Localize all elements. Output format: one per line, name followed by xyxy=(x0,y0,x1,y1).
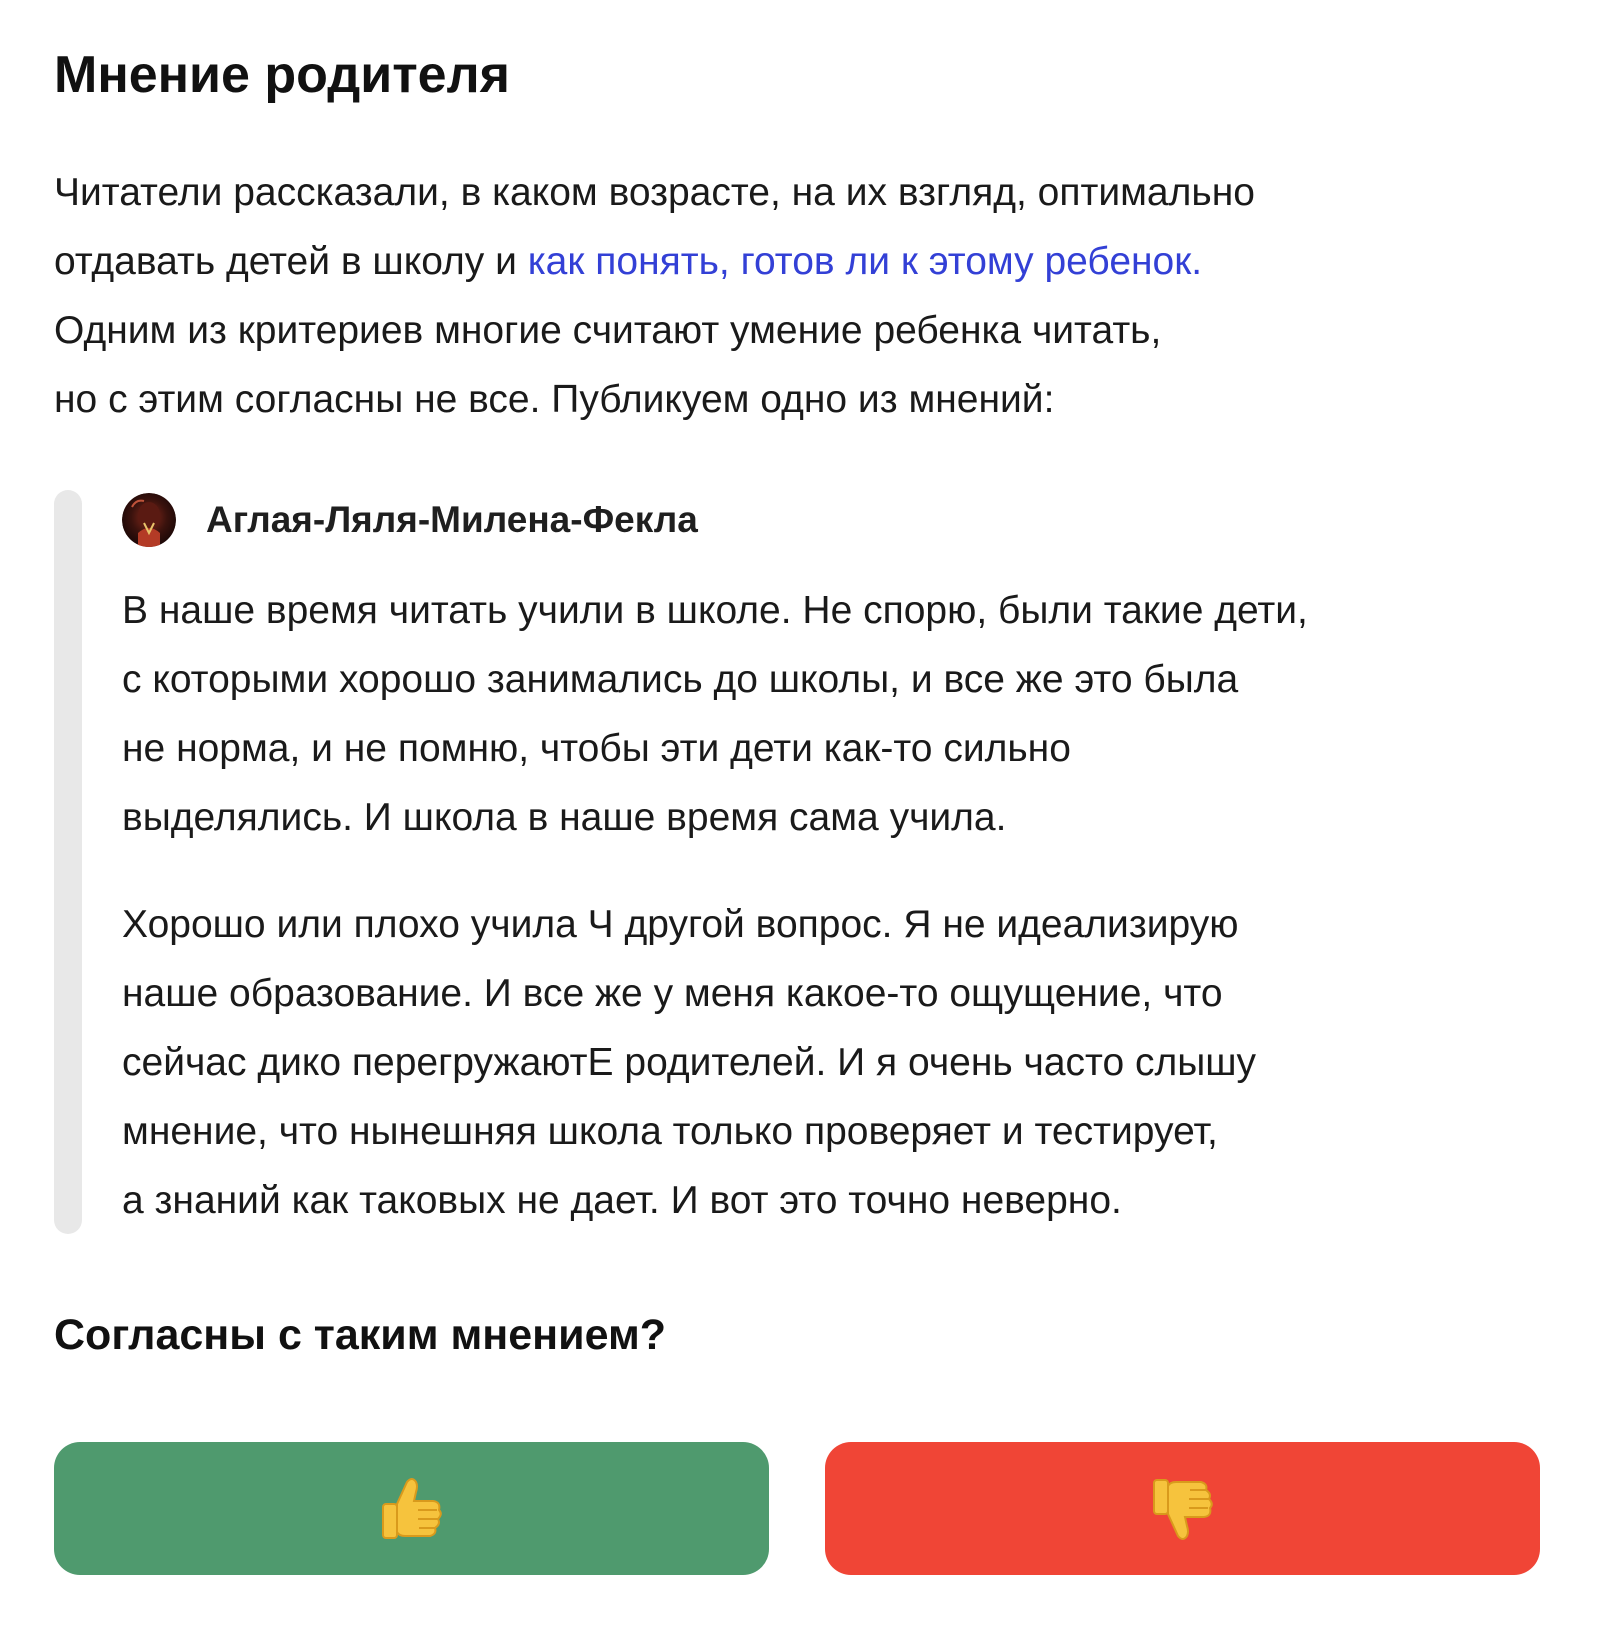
avatar xyxy=(122,493,176,547)
quote-line: выделялись. И школа в наше время сама учила. xyxy=(122,796,1007,839)
quote-line: мнение, что нынешняя школа только проверяет и тестирует, xyxy=(122,1110,1218,1153)
intro-line: Одним из критериев многие считают умение ребенка читать, xyxy=(54,309,1162,352)
intro-line: но с этим согласны не все. Публикуем одно из мнений: xyxy=(54,378,1055,421)
quote-line: наше образование. И все же у меня какое-то ощущение, что xyxy=(122,972,1223,1015)
quote-line: Хорошо или плохо учила Ч другой вопрос. Я не идеализирую xyxy=(122,903,1239,946)
thumbs-up-icon xyxy=(377,1474,447,1544)
agree-button[interactable] xyxy=(54,1442,769,1575)
quote-line: сейчас дико перегружаютЕ родителей. И я очень часто слышу xyxy=(122,1041,1257,1084)
quote-line: В наше время читать учили в школе. Не спорю, были такие дети, xyxy=(122,589,1308,632)
quote-line: не норма, и не помню, чтобы эти дети как-то сильно xyxy=(122,727,1071,770)
quote-line: а знаний как таковых не дает. И вот это точно неверно. xyxy=(122,1179,1122,1222)
intro-line: Читатели рассказали, в каком возрасте, на их взгляд, оптимально xyxy=(54,171,1255,214)
disagree-button[interactable] xyxy=(825,1442,1540,1575)
intro-line xyxy=(54,227,1545,296)
quote-author xyxy=(122,492,698,548)
thumbs-down-icon xyxy=(1148,1474,1218,1544)
quote-paragraph xyxy=(122,890,1545,1235)
quote-line: с которыми хорошо занимались до школы, и все же это была xyxy=(122,658,1239,701)
poll-question: Согласны с таким мнением? xyxy=(54,1311,667,1359)
quote-paragraph xyxy=(122,576,1545,852)
author-name: Аглая-Ляля-Милена-Фекла xyxy=(206,499,698,540)
quote-bar xyxy=(54,490,82,1234)
readiness-article-link[interactable]: как понять, готов ли к этому ребенок. xyxy=(527,240,1203,283)
intro-paragraph xyxy=(54,158,1545,434)
intro-text: отдавать детей в школу и xyxy=(54,240,528,283)
page-title: Мнение родителя xyxy=(54,46,510,104)
